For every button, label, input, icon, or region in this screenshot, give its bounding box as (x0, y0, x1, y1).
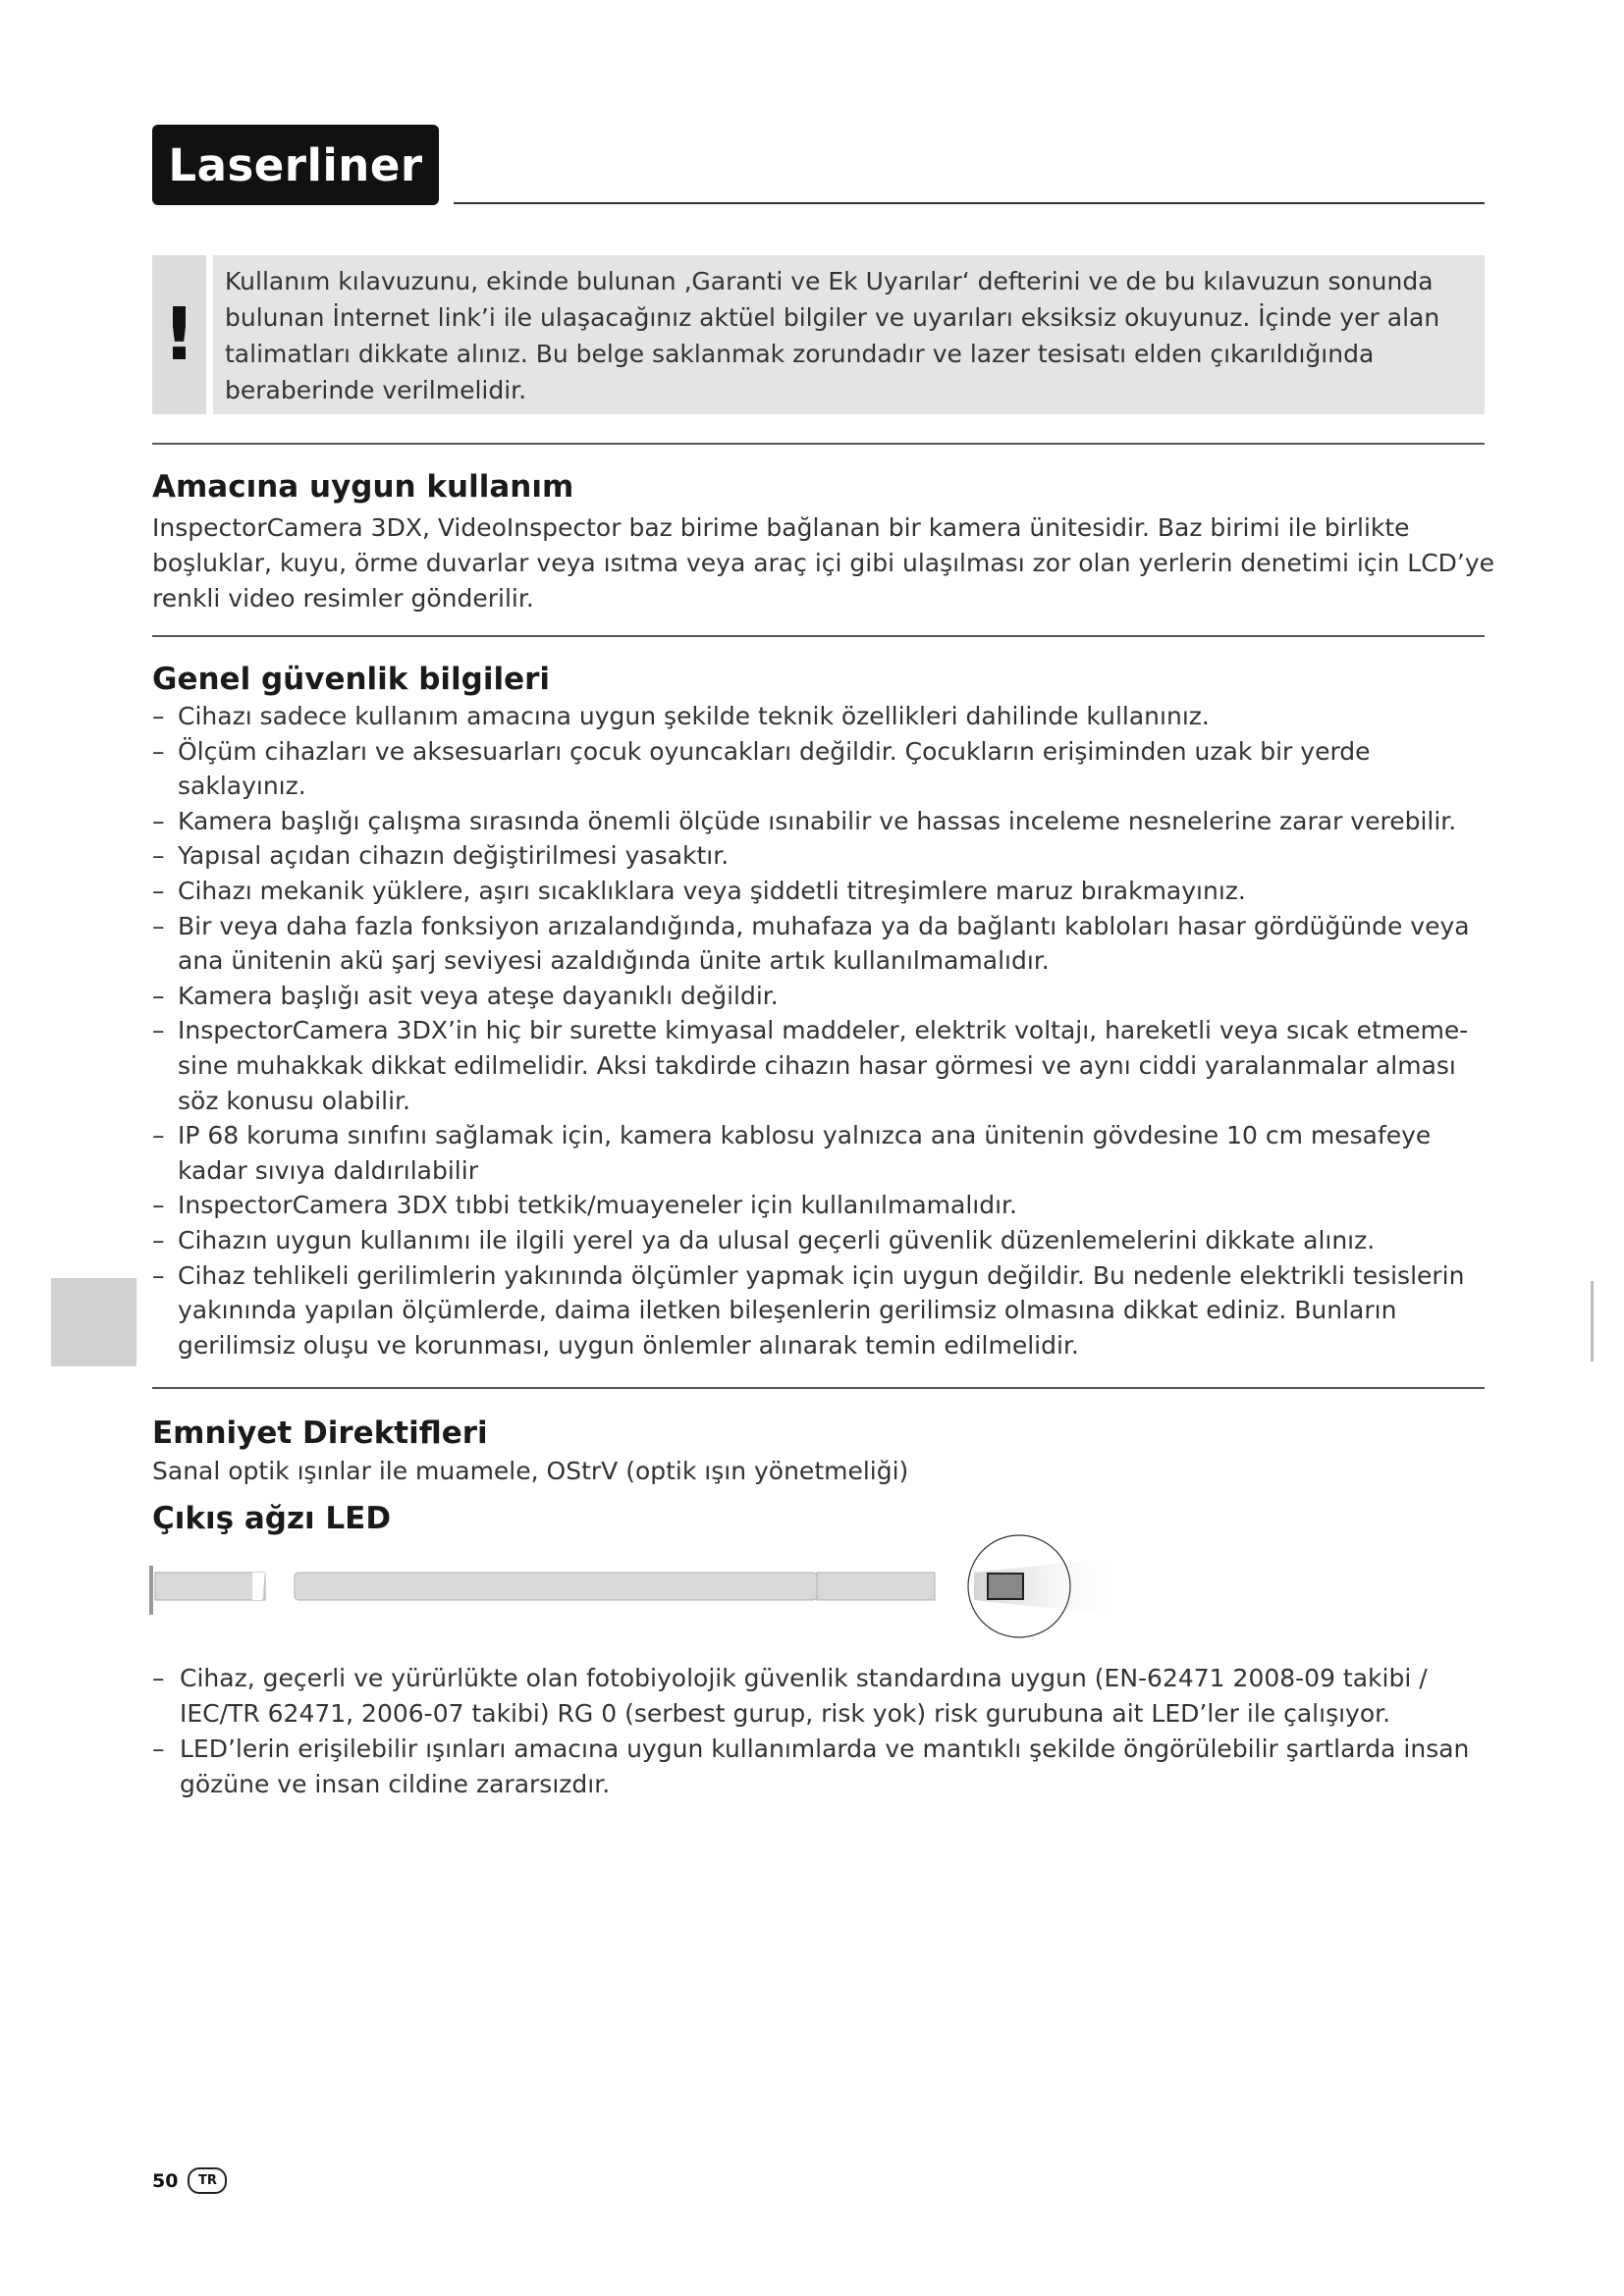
section-divider (152, 443, 1485, 445)
probe-cable (295, 1573, 817, 1600)
safety-list (152, 699, 1502, 1362)
probe-segment (155, 1573, 265, 1600)
led-list (152, 1661, 1502, 1802)
probe-end-cap (149, 1566, 153, 1615)
list-item: – Kamera başlığı çalışma sırasında önemli ölçüde ısınabilir ve hassas inceleme nesnelerine zarar verebilir. (152, 806, 1457, 835)
probe-head (817, 1573, 935, 1600)
laserliner-logo: Laserliner (152, 125, 439, 205)
camera-probe-illustration (149, 1526, 1229, 1644)
page-footer (152, 2167, 227, 2194)
list-item: – IP 68 koruma sınıfını sağlamak için, kamera kablosu yalnızca ana ünitenin gövdesine 10 cm mesafeye kadar sıvıya daldırılabilir (152, 1121, 1432, 1185)
header-rule (454, 202, 1485, 204)
list-item: – Yapısal açıdan cihazın değiştirilmesi yasaktır. (152, 841, 730, 871)
chapter-tab (51, 1278, 136, 1366)
list-item: – Cihaz tehlikeli gerilimlerin yakınında ölçümler yapmak için uygun değildir. Bu nedenle elektrikli tesislerin yakınında yapılan ölçümlerde, daima iletken bileşenlerin gerilimsiz olmasına dikkat ediniz. Bunların gerilimsiz oluşu ve korunması, uygun önlemler alınarak temin edilmelidir. (152, 1260, 1465, 1360)
list-item: – Cihazı mekanik yüklere, aşırı sıcaklıklara veya şiddetli titreşimlere maruz bırakmayınız. (152, 876, 1246, 905)
notice-box (213, 255, 1485, 414)
safety-heading: Genel güvenlik bilgileri (152, 662, 551, 697)
edge-mark (1591, 1281, 1594, 1362)
directives-text: Sanal optik ışınlar ile muamele, OStrV (optik ışın yönetmeliği) (152, 1457, 909, 1485)
warning-icon: ! (152, 255, 206, 414)
led-heading: Çıkış ağzı LED (152, 1501, 392, 1536)
section-divider (152, 635, 1485, 637)
page-number: 50 (152, 2169, 179, 2192)
list-item: – InspectorCamera 3DX tıbbi tetkik/muayeneler için kullanılmamalıdır. (152, 1191, 1017, 1220)
language-badge: TR (188, 2167, 227, 2194)
notice-text: Kullanım kılavuzunu, ekinde bulunan ‚Garanti ve Ek Uyarılar‘ defterini ve de bu kılavuzun sonunda bulunan İnternet link’i ile ulaşacağınız aktüel bilgiler ve uyarıları eksiksiz okuyunuz. İçinde yer alan talimatları dikkate alınız. Bu belge saklanmak zorundadır ve lazer tesisatı elden çıkarıldığında beraberinde verilmelidir. (225, 267, 1440, 404)
intended-use-text: InspectorCamera 3DX, VideoInspector baz birime bağlanan bir kamera ünitesidir. Baz birimi ile birlikte boşluklar, kuyu, örme duvarlar veya ısıtma veya araç içi gibi ulaşılması zor olan yerlerin denetimi için LCD’ye renkli video resimler gönderilir. (152, 513, 1495, 613)
list-item: – LED’lerin erişilebilir ışınları amacına uygun kullanımlarda ve mantıklı şekilde öngörülebilir şartlarda insan gözüne ve insan cildine zararsızdır. (152, 1735, 1470, 1798)
led-lens (988, 1574, 1023, 1599)
list-item: – Kamera başlığı asit veya ateşe dayanıklı değildir. (152, 981, 779, 1010)
intended-use-heading: Amacına uygun kullanım (152, 469, 574, 505)
list-item: – Cihaz, geçerli ve yürürlükte olan fotobiyolojik güvenlik standardına uygun (EN-62471 2008-09 takibi / IEC/TR 62471, 2006-07 takibi) RG 0 (serbest gurup, risk yok) risk gurubuna ait LED’ler ile çalışıyor. (152, 1664, 1428, 1728)
list-item: – InspectorCamera 3DX’in hiç bir surette kimyasal maddeler, elektrik voltajı, hareketli veya sıcak etmeme-sine muhakkak dikkat edilmelidir. Aksi takdirde cihazın hasar görmesi ve aynı ciddi yaralanmalar alması söz konusu olabilir. (152, 1016, 1469, 1115)
section-divider (152, 1387, 1485, 1389)
list-item: – Bir veya daha fazla fonksiyon arızalandığında, muhafaza ya da bağlantı kabloları hasar gördüğünde veya ana ünitenin akü şarj seviyesi azaldığında ünite artık kullanılmamalıdır. (152, 911, 1470, 976)
list-item: – Cihazın uygun kullanımı ile ilgili yerel ya da ulusal geçerli güvenlik düzenlemelerini dikkate alınız. (152, 1225, 1376, 1255)
list-item: – Ölçüm cihazları ve aksesuarları çocuk oyuncakları değildir. Çocukların erişiminden uzak bir yerde saklayınız. (152, 736, 1371, 801)
list-item: – Cihazı sadece kullanım amacına uygun şekilde teknik özellikleri dahilinde kullanınız. (152, 702, 1210, 730)
directives-heading: Emniyet Direktifleri (152, 1415, 488, 1451)
